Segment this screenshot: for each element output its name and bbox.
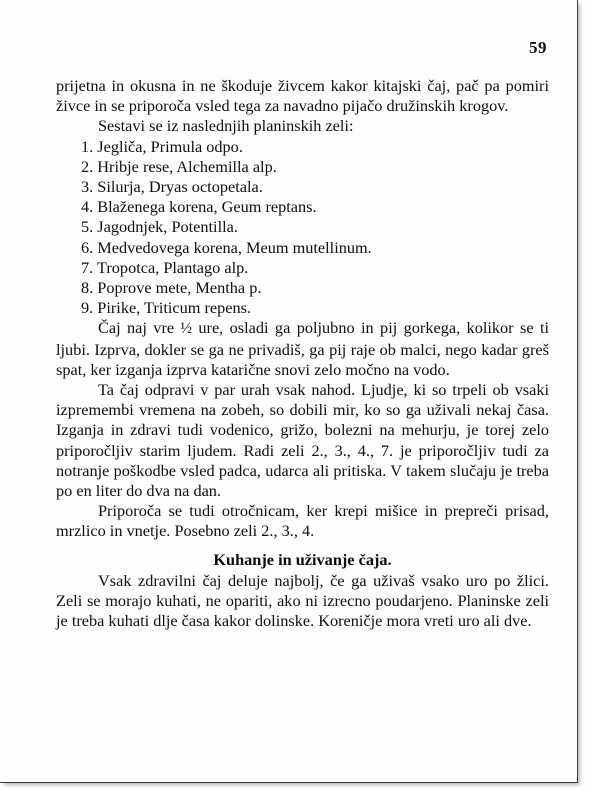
paragraph-brewing xyxy=(56,318,549,380)
list-item-label: Silurja, Dryas octopetala. xyxy=(97,177,263,197)
list-item xyxy=(56,137,549,157)
list-item xyxy=(56,298,549,318)
list-item-label: Pirike, Triticum repens. xyxy=(97,298,252,318)
list-item xyxy=(56,157,549,177)
list-item xyxy=(56,258,549,278)
fraction-one-half: ½ xyxy=(180,320,192,338)
paragraph-nursing-mothers: Priporoča se tudi otročnicam, ker krepi mišice in prepreči prisad, mrzlico in vnetje. Posebno zeli 2., 3., 4. xyxy=(56,501,549,541)
list-item xyxy=(56,238,549,258)
paragraph-brewing-pre: Čaj naj vre xyxy=(98,318,181,338)
list-item-number: 2. xyxy=(81,156,94,176)
list-item-label: Jagodnjek, Potentilla. xyxy=(97,217,238,237)
list-item xyxy=(56,217,549,237)
section-heading: Kuhanje in uživanje čaja. xyxy=(213,549,392,569)
list-item-number: 6. xyxy=(81,237,94,257)
paragraph-continuation: prijetna in okusna in ne škoduje živcem kakor kitajski čaj, pač pa pomiri živce in se priporoča vsled tega za navadno pijačo družinskih krogov. xyxy=(56,76,549,116)
list-item-number: 3. xyxy=(81,177,94,197)
paragraph-list-intro: Sestavi se iz naslednjih planinskih zeli: xyxy=(98,116,354,136)
herb-ingredient-list xyxy=(56,137,549,319)
list-item-label: Jegliča, Primula odpo. xyxy=(97,136,243,156)
list-item-number: 5. xyxy=(81,217,94,237)
list-item-label: Blaženega korena, Geum reptans. xyxy=(97,197,317,217)
list-item-number: 7. xyxy=(81,257,94,277)
page-number: 59 xyxy=(529,38,547,57)
paragraph-preparation: Vsak zdravilni čaj deluje najbolj, če ga uživaš vsako uro po žlici. Zeli se morajo kuhati, ne opariti, ako ni izrecno poudarjeno. Planinske zeli je treba kuhati dlje časa kakor dolinske. Koreničje mora vreti uro ali dve. xyxy=(56,570,549,631)
list-item-label: Poprove mete, Mentha p. xyxy=(97,278,262,298)
list-item xyxy=(56,177,549,197)
list-item-label: Medvedovega korena, Meum mutellinum. xyxy=(97,237,372,257)
list-item-number: 4. xyxy=(81,197,94,217)
paragraph-effects: Ta čaj odpravi v par urah vsak nahod. Ljudje, ki so trpeli ob vsaki izpremembi vremena na zobeh, so dobili mir, ko so ga uživali nekaj časa. Izganja in zdravi tudi vodenico, grižo, bolezni na mehurju, je torej zelo priporočljiv starim ljudem. Radi zeli 2., 3., 4., 7. je priporočljiv tudi za notranje poškodbe vsled padca, udarca ali pritiska. V takem slučaju je treba po en liter do dva na dan. xyxy=(56,380,549,501)
list-item-label: Hribje rese, Alchemilla alp. xyxy=(97,156,277,176)
list-item xyxy=(56,197,549,217)
list-item-number: 1. xyxy=(81,136,94,156)
list-item-number: 9. xyxy=(81,298,94,318)
paragraph-brewing-post: ure, osladi ga poljubno in pij gorkega, kolikor se ti ljubi. Izprva, dokler se ga ne privadiš, ga pij raje ob malci, nego kadar greš spat, ker izganja izprva katarične snovi zelo močno na vodo. xyxy=(56,318,549,379)
list-item-label: Tropotca, Plantago alp. xyxy=(97,257,249,277)
page-text-body xyxy=(56,76,549,631)
list-item-number: 8. xyxy=(81,278,94,298)
list-item xyxy=(56,278,549,298)
